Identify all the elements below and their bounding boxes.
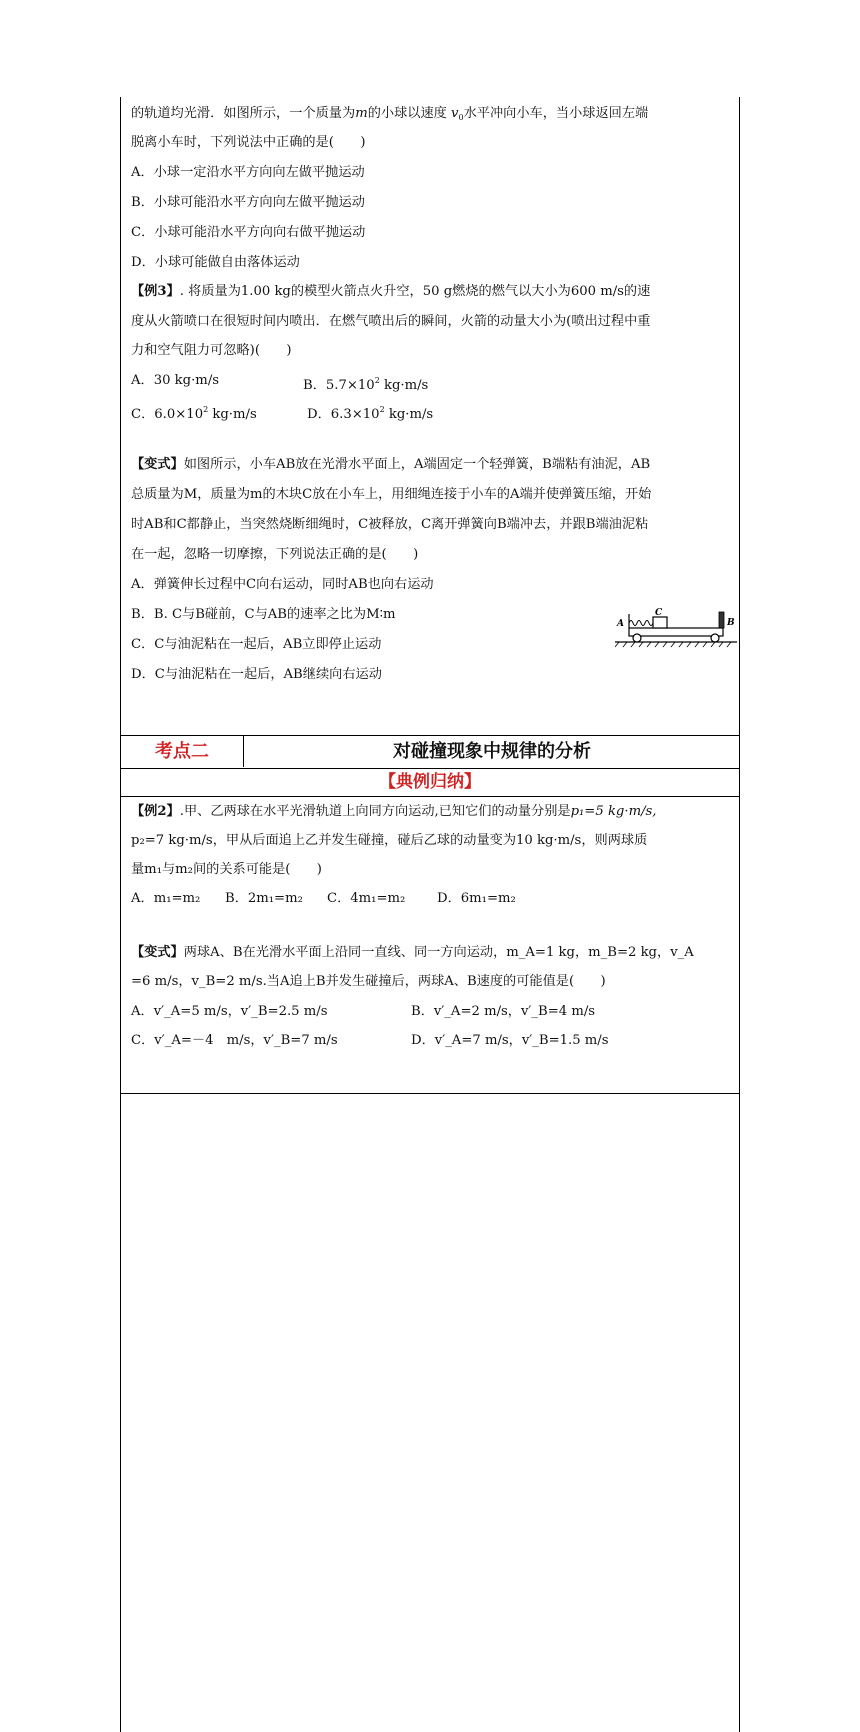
option-d: D．小球可能做自由落体运动 — [131, 255, 300, 270]
label-b: B — [727, 618, 735, 628]
e2-option-d: D．6m₁=m₂ — [437, 891, 516, 906]
ex3-option-d: D．$6.3\times 10^2$ kg·m/s — [307, 405, 434, 422]
topic-number: 考点二 — [121, 736, 244, 767]
b-line-1: 【变式】两球A、B在光滑水平面上沿同一直线、同一方向运动，m_A=1 kg，m_B=2 kg，v_A — [131, 945, 694, 960]
option-c: C．小球可能沿水平方向向右做平抛运动 — [131, 225, 366, 240]
q-line-2: 脱离小车时，下列说法中正确的是( ) — [131, 135, 366, 150]
var-line-4: 在一起，忽略一切摩擦，下列说法正确的是( ) — [131, 547, 419, 562]
topic-title: 对碰撞现象中规律的分析 — [393, 741, 591, 762]
var-option-b: B．B. C与B碰前，C与AB的速率之比为M∶m — [131, 607, 396, 622]
var-line-3: 时AB和C都静止，当突然烧断细绳时，C被释放，C离开弹簧向B端冲去，并跟B端油泥粘 — [131, 517, 649, 532]
table-bottom-border — [121, 1093, 739, 1094]
e2-line-2: p₂=7 kg·m/s，甲从后面追上乙并发生碰撞，碰后乙球的动量变为10 kg·m/s，则两球质 — [131, 833, 648, 848]
option-b: B．小球可能沿水平方向向左做平抛运动 — [131, 195, 365, 210]
var-option-a: A．弹簧伸长过程中C向右运动，同时AB也向右运动 — [131, 577, 434, 592]
q-line-1: 的轨道均光滑．如图所示，一个质量为m的小球以速度 $v_0$水平冲向小车，当小球返回左端 — [131, 106, 649, 122]
b-option-b: B．v′_A=2 m/s，v′_B=4 m/s — [411, 1004, 596, 1019]
ex3-option-c: C．$6.0\times 10^2$ kg·m/s — [131, 405, 257, 422]
e2-option-a: A．m₁=m₂ — [131, 891, 201, 906]
ex3-line-2: 度从火箭喷口在很短时间内喷出．在燃气喷出后的瞬间，火箭的动量大小为(喷出过程中重 — [131, 314, 651, 329]
section-title: 【典例归纳】 — [121, 769, 739, 797]
e2-option-c: C．4m₁=m₂ — [327, 891, 406, 906]
ex3-option-a: A．30 kg·m/s — [131, 373, 220, 388]
b-line-2: =6 m/s，v_B=2 m/s.当A追上B并发生碰撞后，两球A、B速度的可能值是( ) — [131, 974, 606, 989]
e2-line-3: 量m₁与m₂间的关系可能是( ) — [131, 862, 322, 877]
cart-spring-figure — [615, 606, 739, 648]
b-option-a: A．v′_A=5 m/s，v′_B=2.5 m/s — [131, 1004, 328, 1019]
var-line-2: 总质量为M，质量为m的木块C放在小车上，用细绳连接于小车的A端并使弹簧压缩，开始 — [131, 487, 652, 502]
top-cell — [121, 97, 739, 735]
e2-line-1: 【例2】.甲、乙两球在水平光滑轨道上向同方向运动,已知它们的动量分别是p₁=5 kg·m/s, — [131, 804, 657, 819]
e2-option-b: B．2m₁=m₂ — [225, 891, 303, 906]
ex3-line-3: 力和空气阻力可忽略)( ) — [131, 343, 292, 358]
label-c: C — [655, 608, 663, 618]
option-a: A．小球一定沿水平方向向左做平抛运动 — [131, 165, 365, 180]
ex3-line-1: 【例3】. 将质量为1.00 kg的模型火箭点火升空，50 g燃烧的燃气以大小为600 m/s的速 — [131, 284, 651, 299]
b-option-c: C．v′_A=－4 m/s，v′_B=7 m/s — [131, 1033, 338, 1048]
var-option-c: C．C与油泥粘在一起后，AB立即停止运动 — [131, 637, 382, 652]
ex3-option-b: B．$5.7\times 10^2$ kg·m/s — [303, 376, 429, 393]
b-option-d: D．v′_A=7 m/s，v′_B=1.5 m/s — [411, 1033, 609, 1048]
topic-header — [121, 735, 739, 769]
bottom-cell — [121, 797, 739, 1093]
var-line-1: 【变式】如图所示，小车AB放在光滑水平面上，A端固定一个轻弹簧，B端粘有油泥，AB — [131, 457, 651, 472]
var-option-d: D．C与油泥粘在一起后，AB继续向右运动 — [131, 667, 382, 682]
label-a: A — [617, 619, 624, 629]
worksheet-frame — [120, 97, 740, 1732]
